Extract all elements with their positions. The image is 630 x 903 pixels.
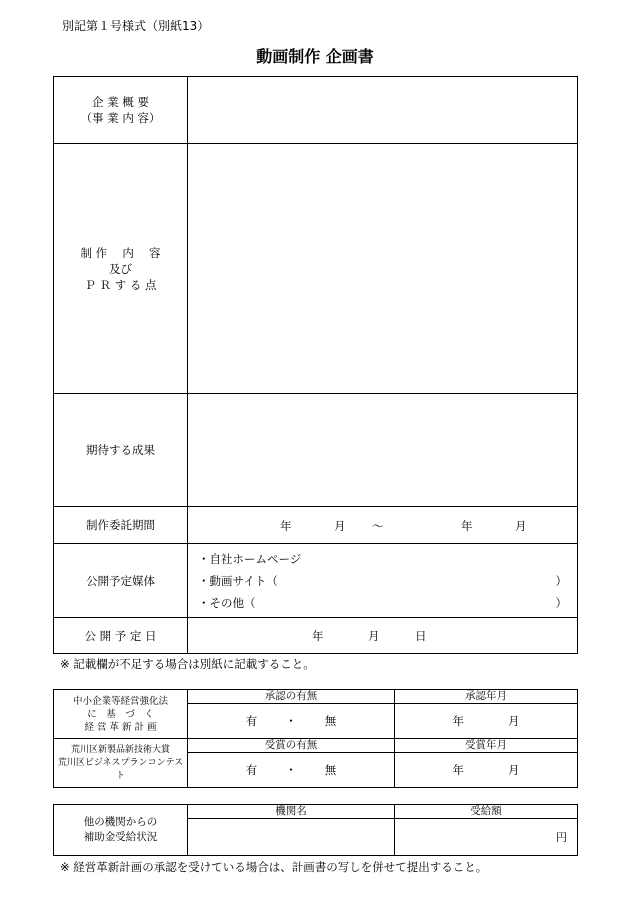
award-yes-no-field[interactable]: 有 ・ 無 bbox=[188, 753, 395, 788]
period-tilde: ～ bbox=[372, 519, 384, 533]
media-item-homepage[interactable]: ・自社ホームページ bbox=[198, 551, 302, 566]
production-content-label: 制 作 内 容 及び Ｐ Ｒ す る 点 bbox=[54, 144, 188, 394]
release-year: 年 bbox=[312, 629, 324, 643]
management-innovation-label: 中小企業等経営強化法 に 基 づ く 経 営 革 新 計 画 bbox=[54, 690, 188, 739]
award-date-header: 受賞年月 bbox=[395, 739, 578, 753]
period-month-end: 月 bbox=[515, 519, 527, 533]
subsidy-table bbox=[53, 804, 578, 856]
expected-results-field[interactable] bbox=[188, 394, 578, 507]
award-date-field[interactable]: 年 月 bbox=[395, 753, 578, 788]
commission-period-label: 制作委託期間 bbox=[54, 507, 188, 544]
period-month-start: 月 bbox=[334, 519, 346, 533]
note-plan-copy: ※ 経営革新計画の承認を受けている場合は、計画書の写しを併せて提出すること。 bbox=[60, 860, 488, 874]
form-number: 別記第１号様式（別紙13） bbox=[62, 19, 210, 33]
production-content-field[interactable] bbox=[188, 144, 578, 394]
company-overview-label: 企 業 概 要 （事 業 内 容） bbox=[54, 77, 188, 144]
main-form-table bbox=[53, 76, 578, 654]
org-name-field[interactable] bbox=[188, 819, 395, 856]
period-year-start: 年 bbox=[280, 519, 292, 533]
subsidy-status-label: 他の機関からの 補助金受給状況 bbox=[54, 805, 188, 856]
approval-date-field[interactable]: 年 月 bbox=[395, 704, 578, 739]
amount-header: 受給額 bbox=[395, 805, 578, 819]
release-month: 月 bbox=[368, 629, 380, 643]
media-label: 公開予定媒体 bbox=[54, 544, 188, 618]
approval-exist-header: 承認の有無 bbox=[188, 690, 395, 704]
company-overview-field[interactable] bbox=[188, 77, 578, 144]
note-insufficient-space: ※ 記載欄が不足する場合は別紙に記載すること。 bbox=[60, 657, 315, 671]
amount-field[interactable] bbox=[395, 819, 578, 856]
release-date-label: 公 開 予 定 日 bbox=[54, 618, 188, 654]
approval-date-header: 承認年月 bbox=[395, 690, 578, 704]
media-field bbox=[188, 544, 578, 618]
media-item-other[interactable]: ・その他（ ） bbox=[198, 595, 567, 610]
page-title: 動画制作 企画書 bbox=[256, 47, 374, 66]
release-date-field[interactable] bbox=[188, 618, 578, 654]
approval-award-table bbox=[53, 689, 578, 788]
org-name-header: 機関名 bbox=[188, 805, 395, 819]
yen-unit: 円 bbox=[556, 831, 567, 844]
approval-yes-no-field[interactable]: 有 ・ 無 bbox=[188, 704, 395, 739]
commission-period-field[interactable] bbox=[188, 507, 578, 544]
release-day: 日 bbox=[415, 629, 427, 643]
award-exist-header: 受賞の有無 bbox=[188, 739, 395, 753]
award-contest-label: 荒川区新製品新技術大賞 荒川区ビジネスプランコンテスト bbox=[54, 739, 188, 788]
media-item-video-site[interactable]: ・動画サイト（ ） bbox=[198, 573, 567, 588]
period-year-end: 年 bbox=[461, 519, 473, 533]
expected-results-label: 期待する成果 bbox=[54, 394, 188, 507]
